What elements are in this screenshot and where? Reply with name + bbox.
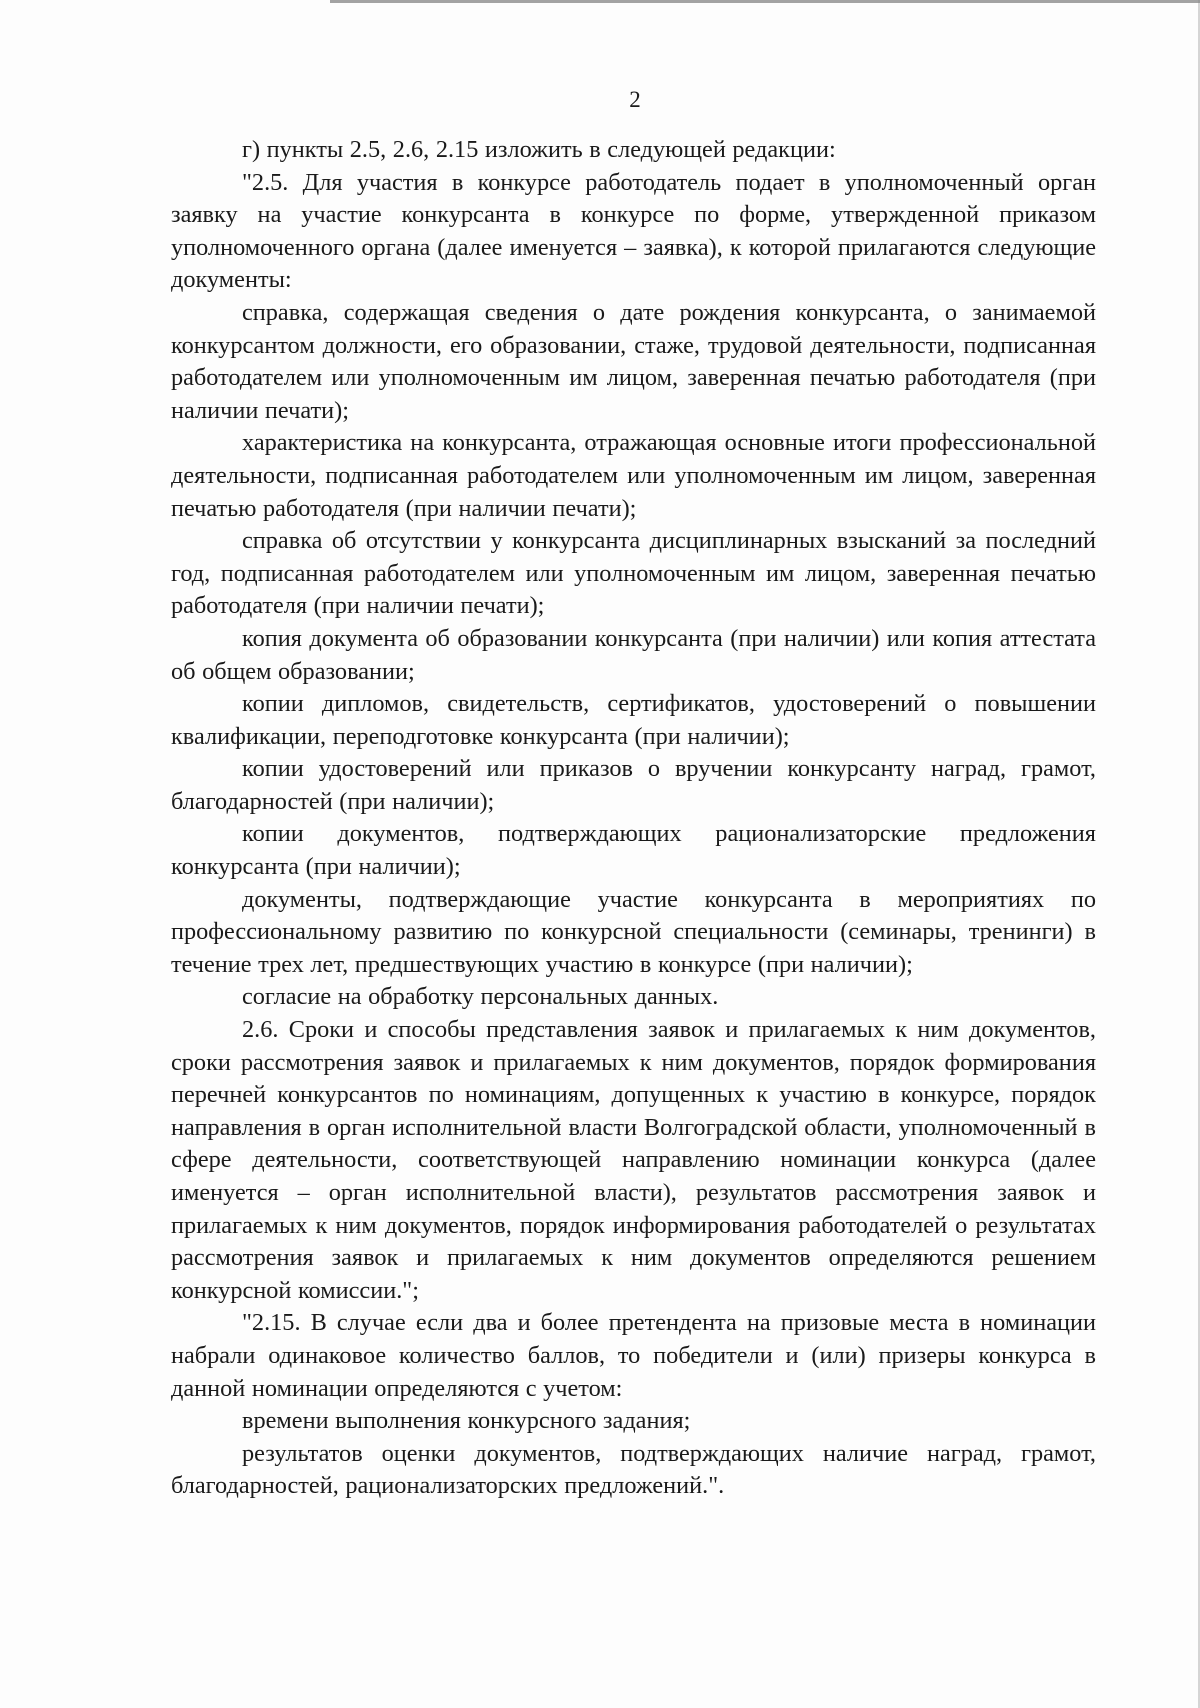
- paragraph: справка об отсутствии у конкурсанта дисциплинарных взысканий за последний год, подписанная работодателем или уполномоченным им лицом, заверенная печатью работодателя (при наличии печати);: [171, 527, 1096, 620]
- page-number: 2: [629, 87, 641, 112]
- document-body: [171, 134, 1096, 1503]
- paragraph: справка, содержащая сведения о дате рождения конкурсанта, о занимаемой конкурсантом должности, его образовании, стаже, трудовой деятельности, подписанная работодателем или уполномоченным им лицом, заверенная печатью работодателя (при наличии печати);: [171, 298, 1096, 424]
- paragraph: характеристика на конкурсанта, отражающая основные итоги профессиональной деятельности, подписанная работодателем или уполномоченным им лицом, заверенная печатью работодателя (при наличии печати);: [171, 429, 1096, 522]
- paragraph: документы, подтверждающие участие конкурсанта в мероприятиях по профессиональному развитию по конкурсной специальности (семинары, тренинги) в течение трех лет, предшествующих участию в конкурсе (при наличии);: [171, 885, 1096, 978]
- scan-edge-top: [330, 0, 1200, 3]
- paragraph: копии дипломов, свидетельств, сертификатов, удостоверений о повышении квалификации, переподготовке конкурсанта (при наличии);: [171, 690, 1096, 750]
- paragraph: "2.5. Для участия в конкурсе работодатель подает в уполномоченный орган заявку на участие конкурсанта в конкурсе по форме, утвержденной приказом уполномоченного органа (далее именуется – заявка), к которой прилагаются следующие документы:: [171, 168, 1096, 294]
- paragraph: 2.6. Сроки и способы представления заявок и прилагаемых к ним документов, сроки рассмотрения заявок и прилагаемых к ним документов, порядок формирования перечней конкурсантов по номинациям, допущенных к участию в конкурсе, порядок направления в орган исполнительной власти Волгоградской области, уполномоченный в сфере деятельности, соответствующей направлению номинации конкурса (далее именуется – орган исполнительной власти), результатов рассмотрения заявок и прилагаемых к ним документов, порядок информирования работодателей о результатах рассмотрения заявок и прилагаемых к ним документов определяются решением конкурсной комиссии.";: [171, 1016, 1096, 1304]
- paragraph: г) пункты 2.5, 2.6, 2.15 изложить в следующей редакции:: [242, 136, 836, 163]
- paragraph: результатов оценки документов, подтверждающих наличие наград, грамот, благодарностей, рационализаторских предложений.".: [171, 1439, 1096, 1500]
- paragraph: "2.15. В случае если два и более претендента на призовые места в номинации набрали одинаковое количество баллов, то победители и (или) призеры конкурса в данной номинации определяются с учетом:: [171, 1309, 1096, 1402]
- paragraph: копии документов, подтверждающих рационализаторские предложения конкурсанта (при наличии);: [171, 820, 1096, 881]
- paragraph: копии удостоверений или приказов о вручении конкурсанту наград, грамот, благодарностей (при наличии);: [171, 755, 1096, 815]
- paragraph: времени выполнения конкурсного задания;: [242, 1407, 691, 1435]
- paragraph: согласие на обработку персональных данных.: [242, 983, 719, 1011]
- paragraph: копия документа об образовании конкурсанта (при наличии) или копия аттестата об общем образовании;: [171, 624, 1096, 685]
